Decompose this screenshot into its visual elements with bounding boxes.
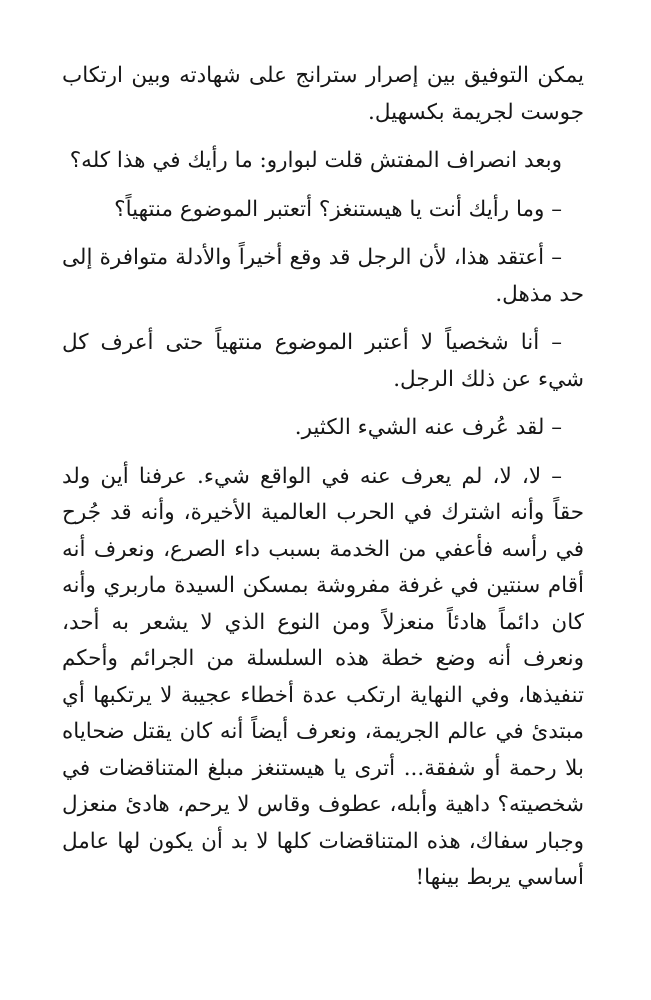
dialogue-line-3: – أنا شخصياً لا أعتبر الموضوع منتهياً حتى أعرف كل شيء عن ذلك الرجل. (62, 330, 584, 392)
dialogue-line-2: – أعتقد هذا، لأن الرجل قد وقع أخيراً والأدلة متوافرة إلى حد مذهل. (62, 245, 584, 307)
book-page (62, 58, 584, 909)
dialogue-line-5: – لا، لا، لم يعرف عنه في الواقع شيء. عرفنا أين ولد حقاً وأنه اشترك في الحرب العالمية الأخيرة، وأنه قد جُرح في رأسه فأعفي من الخدمة بسبب داء الصرع، ونعرف أنه أقام سنتين في غرفة مفروشة بمسكن السيدة ماربري وأنه كان دائماً هادئاً منعزلاً ومن النوع الذي لا يشعر به أحد، ونعرف أنه وضع خطة هذه السلسلة من الجرائم وأحكم تنفيذها، وفي النهاية ارتكب عدة أخطاء عجيبة لا يرتكبها أي مبتدئ في عالم الجريمة، ونعرف أيضاً أنه كان يقتل ضحاياه بلا رحمة أو شفقة... أترى يا هيستنغز مبلغ المتناقضات في شخصيته؟ داهية وأبله، عطوف وقاس لا يرحم، هادئ منعزل وجبار سفاك، هذه المتناقضات كلها لا بد أن يكون لها عامل أساسي يربط بينها! (62, 463, 584, 890)
paragraph-1: يمكن التوفيق بين إصرار سترانج على شهادته وبين ارتكاب جوست لجريمة بكسهيل. (62, 63, 584, 125)
dialogue-line-4: – لقد عُرف عنه الشيء الكثير. (294, 415, 562, 440)
paragraph-2: وبعد انصراف المفتش قلت لبوارو: ما رأيك في هذا كله؟ (69, 148, 562, 173)
dialogue-line-1: – وما رأيك أنت يا هيستنغز؟ أتعتبر الموضوع منتهياً؟ (114, 196, 562, 222)
